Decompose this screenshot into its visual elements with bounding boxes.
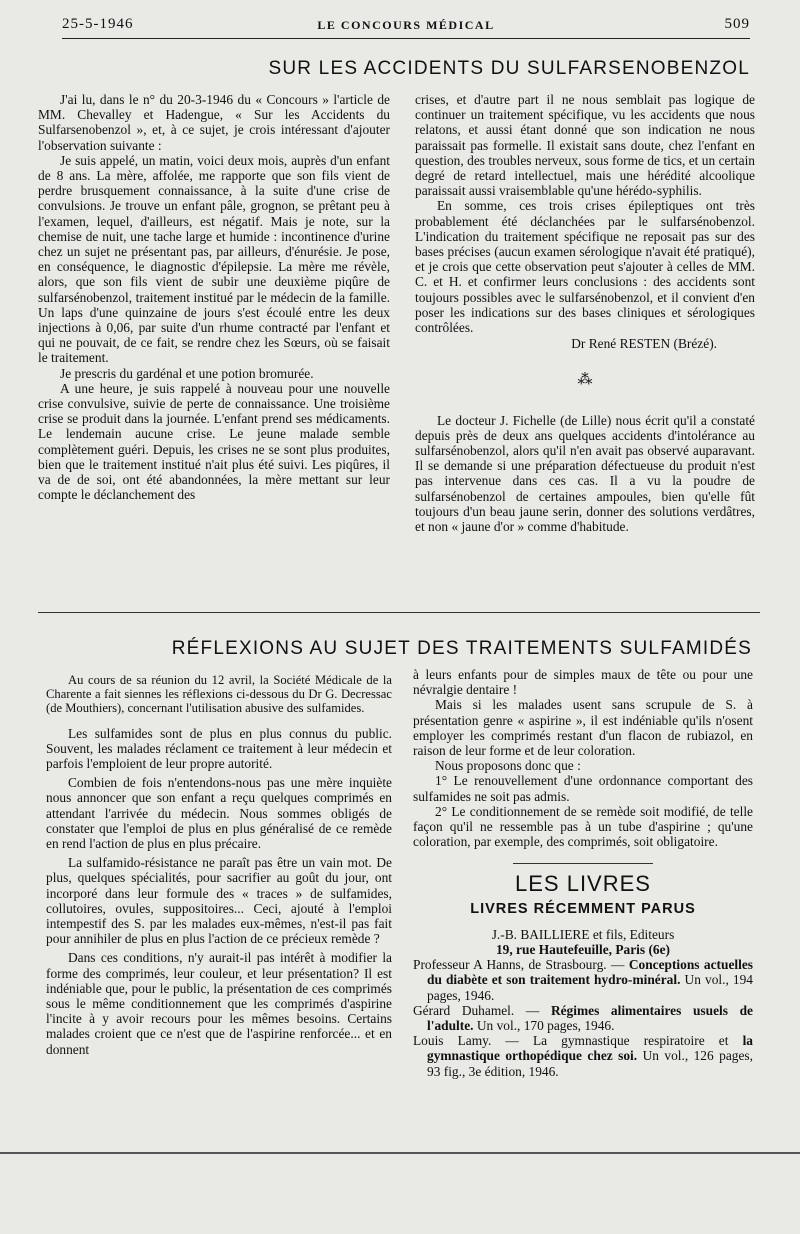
publisher-name: J.-B. BAILLIERE et fils, Editeurs [491, 926, 675, 942]
fichelle-paragraph: Le docteur J. Fichelle (de Lille) nous écrit qu'il a constaté depuis près de deux ans quelques accidents d'intolérance au sulfarsénobenzol, alors qu'il n'en avait pas observé auparavant. Il se demande si une préparation défectueuse du produit n'est pas intervenue dans ces cas. Il a vu la poudre de sulfarsénobenzol de certaines ampoules, bien qu'elle fût toujours d'un beau jaune serin, donner des solutions verdâtres, et non « jaune d'or » comme d'habitude. [415, 412, 755, 535]
article2-left-column [46, 673, 392, 1057]
article2-right-column [413, 667, 753, 1079]
books-section-title: LES LIVRES [515, 871, 651, 897]
article2-paragraph: La sulfamido-résistance ne paraît pas être un vain mot. De plus, quelques spécialités, pour sacrifier au goût du jour, ont incorporé dans leur formule des « traces » de sulfamides, collutoires, ovules, suppositoires... Ceci, ajouté à l'emploi intempestif des S. par les malades eux-mêmes, n'est-il pas fait pour annihiler de plus en plus l'action de ce précieux remède ? [46, 855, 392, 947]
article2-paragraph: 2° Le conditionnement de se remède soit modifié, de telle façon qu'il ne ressemble pas à un tube d'aspirine ; qu'une coloration, par exemple, des comprimés, soit obligatoire. [413, 803, 753, 850]
page-number: 509 [724, 16, 750, 32]
books-subtitle: LIVRES RÉCEMMENT PARUS [470, 900, 696, 917]
article2-intro: Au cours de sa réunion du 12 avril, la Société Médicale de la Charente a fait siennes les réflexions ci-dessous du Dr G. Decressac (de Mouthiers), concernant l'utilisation abusive des sulfamides. [46, 673, 392, 716]
article1-left-column [38, 92, 390, 502]
article2-paragraph: Nous proposons donc que : [435, 758, 581, 774]
article1-right-column [415, 92, 755, 534]
article2-paragraph: Dans ces conditions, n'y aurait-il pas intérêt à modifier la forme des comprimés, leur couleur, et leur présentation? Il est indéniable que, pour le public, la présentation de ces comprimés sous le même conditionnement que les comprimés d'aspirine l'incite à y avoir recours pour les mêmes besoins. Certains malades croient que ce n'est que de l'aspirine renforcée... et en donnent [46, 950, 392, 1057]
article1-paragraph: crises, et d'autre part il ne nous semblait pas logique de continuer un traitement spécifique, vu les accidents que nous relatons, et aussi étant donné que son indication ne nous paraissait pas formelle. Il existait sans doute, chez l'enfant en question, des troubles nerveux, sous forme de tics, et un certain degré de retard intellectuel, mais une hérédité alcoolique paraissait aussi vraisemblable qu'une hérédo-syphilis. [415, 92, 755, 199]
article-title-sulfamides: RÉFLEXIONS AU SUJET DES TRAITEMENTS SULFAMIDÉS [171, 638, 752, 659]
book-entry: Professeur A Hanns, de Strasbourg. — Conceptions actuelles du diabète et son traitement hydro-minéral. Un vol., 194 pages, 1946. [413, 957, 753, 1003]
article1-paragraph: En somme, ces trois crises épileptiques ont très probablement été déclanchées par le sulfarsénobenzol. L'indication du traitement spécifique ne reposait pas sur des bases précises (aucun examen sérologique n'avait été pratiqué), et je crois que cette observation peut s'ajouter à celles de MM. C. et H. et confirmer leurs conclusions : des accidents sont toujours possibles avec le sulfarsénobenzol, et il convient d'en poser les indications sur des bases cliniques et sérologiques contrôlées. [415, 198, 755, 336]
book-entry: Louis Lamy. — La gymnastique respiratoire et la gymnastique orthopédique chez soi. Un vol., 126 pages, 93 fig., 3e édition, 1946. [413, 1033, 753, 1079]
page-bottom-rule [0, 1152, 800, 1154]
article1-paragraph: Je suis appelé, un matin, voici deux mois, auprès d'un enfant de 8 ans. La mère, affolée, me rapporte que son fils vient de perdre brusquement connaissance, à la suite d'une crise de convulsions. Je trouve un enfant pâle, grognon, se prêtant peu à l'examen, lequel, d'ailleurs, est négatif. Mais je note, sur la chemise de nuit, une tache large et humide : incontinence d'urine chez un sujet ne présentant pas, par ailleurs, d'énurésie. Je pose, en conséquence, le diagnostic d'épilepsie. La mère me révèle, alors, que son fils vient de subir une deuxième piqûre de sulfarsénobenzol, traitement institué par le médecin de la famille. Un laps d'une quinzaine de jours s'est écoulé entre les deux injections à 0,06, par suite d'un rhume contracté par l'enfant et qui ne pouvait, de ce fait, se rendre chez les Sœurs, où se faisait le traitement. [38, 152, 390, 366]
article2-paragraph: Mais si les malades usent sans scrupule de S. à présentation genre « aspirine », il est indéniable qu'ils n'osent employer les comprimés restant d'un flacon de rubiazol, en raison de leur forme et de leur coloration. [413, 697, 753, 759]
page-header [62, 14, 750, 39]
section-separator: ⁂ [577, 372, 593, 389]
books-rule [513, 863, 653, 864]
section-divider [38, 612, 760, 613]
publisher-address: 19, rue Hautefeuille, Paris (6e) [495, 942, 671, 958]
journal-name: LE CONCOURS MÉDICAL [317, 18, 495, 32]
article1-paragraph: Je prescris du gardénal et une potion bromurée. [60, 365, 314, 381]
book-entry: Gérard Duhamel. — Régimes alimentaires usuels de l'adulte. Un vol., 170 pages, 1946. [413, 1002, 753, 1034]
issue-date: 25-5-1946 [62, 16, 134, 32]
article1-signature: Dr René RESTEN (Brézé). [571, 336, 717, 352]
article2-paragraph: Combien de fois n'entendons-nous pas une mère inquiète nous annoncer que son enfant a reçu quelques comprimés en attendant l'arrivée du médecin. Nous sommes obligés de constater que l'emploi de plus en plus généralisé de ce remède en rend l'action de plus en plus précaire. [46, 775, 392, 852]
article2-paragraph: 1° Le renouvellement d'une ordonnance comportant des sulfamides ne soit pas admis. [413, 773, 753, 804]
article2-paragraph: à leurs enfants pour de simples maux de tête ou pour une névralgie dentaire ! [413, 667, 753, 698]
article-title-sulfarsenobenzol: SUR LES ACCIDENTS DU SULFARSENOBENZOL [268, 58, 750, 79]
article1-paragraph: J'ai lu, dans le n° du 20-3-1946 du « Concours » l'article de MM. Chevalley et Hadengue, « Sur les Accidents du Sulfarsenobenzol », et, à ce sujet, je crois intéressant d'ajouter l'observation suivante : [38, 92, 390, 153]
article1-paragraph: A une heure, je suis rappelé à nouveau pour une nouvelle crise convulsive, suivie de perte de connaissance. Une troisième crise se produit dans la journée. L'enfant prend ses médicaments. Le lendemain aucune crise. Le jeune malade semble complètement guéri. Depuis, les crises ne se sont plus produites, bien que le traitement institué n'ait plus été suivi. Les piqûres, il va de de soi, ont été abandonnées, la mère mettant sur leur compte le déclanchement des [38, 380, 390, 503]
article2-paragraph: Les sulfamides sont de plus en plus connus du public. Souvent, les malades réclament ce traitement à leur médecin et parfois l'emploient de leur propre autorité. [46, 725, 392, 772]
